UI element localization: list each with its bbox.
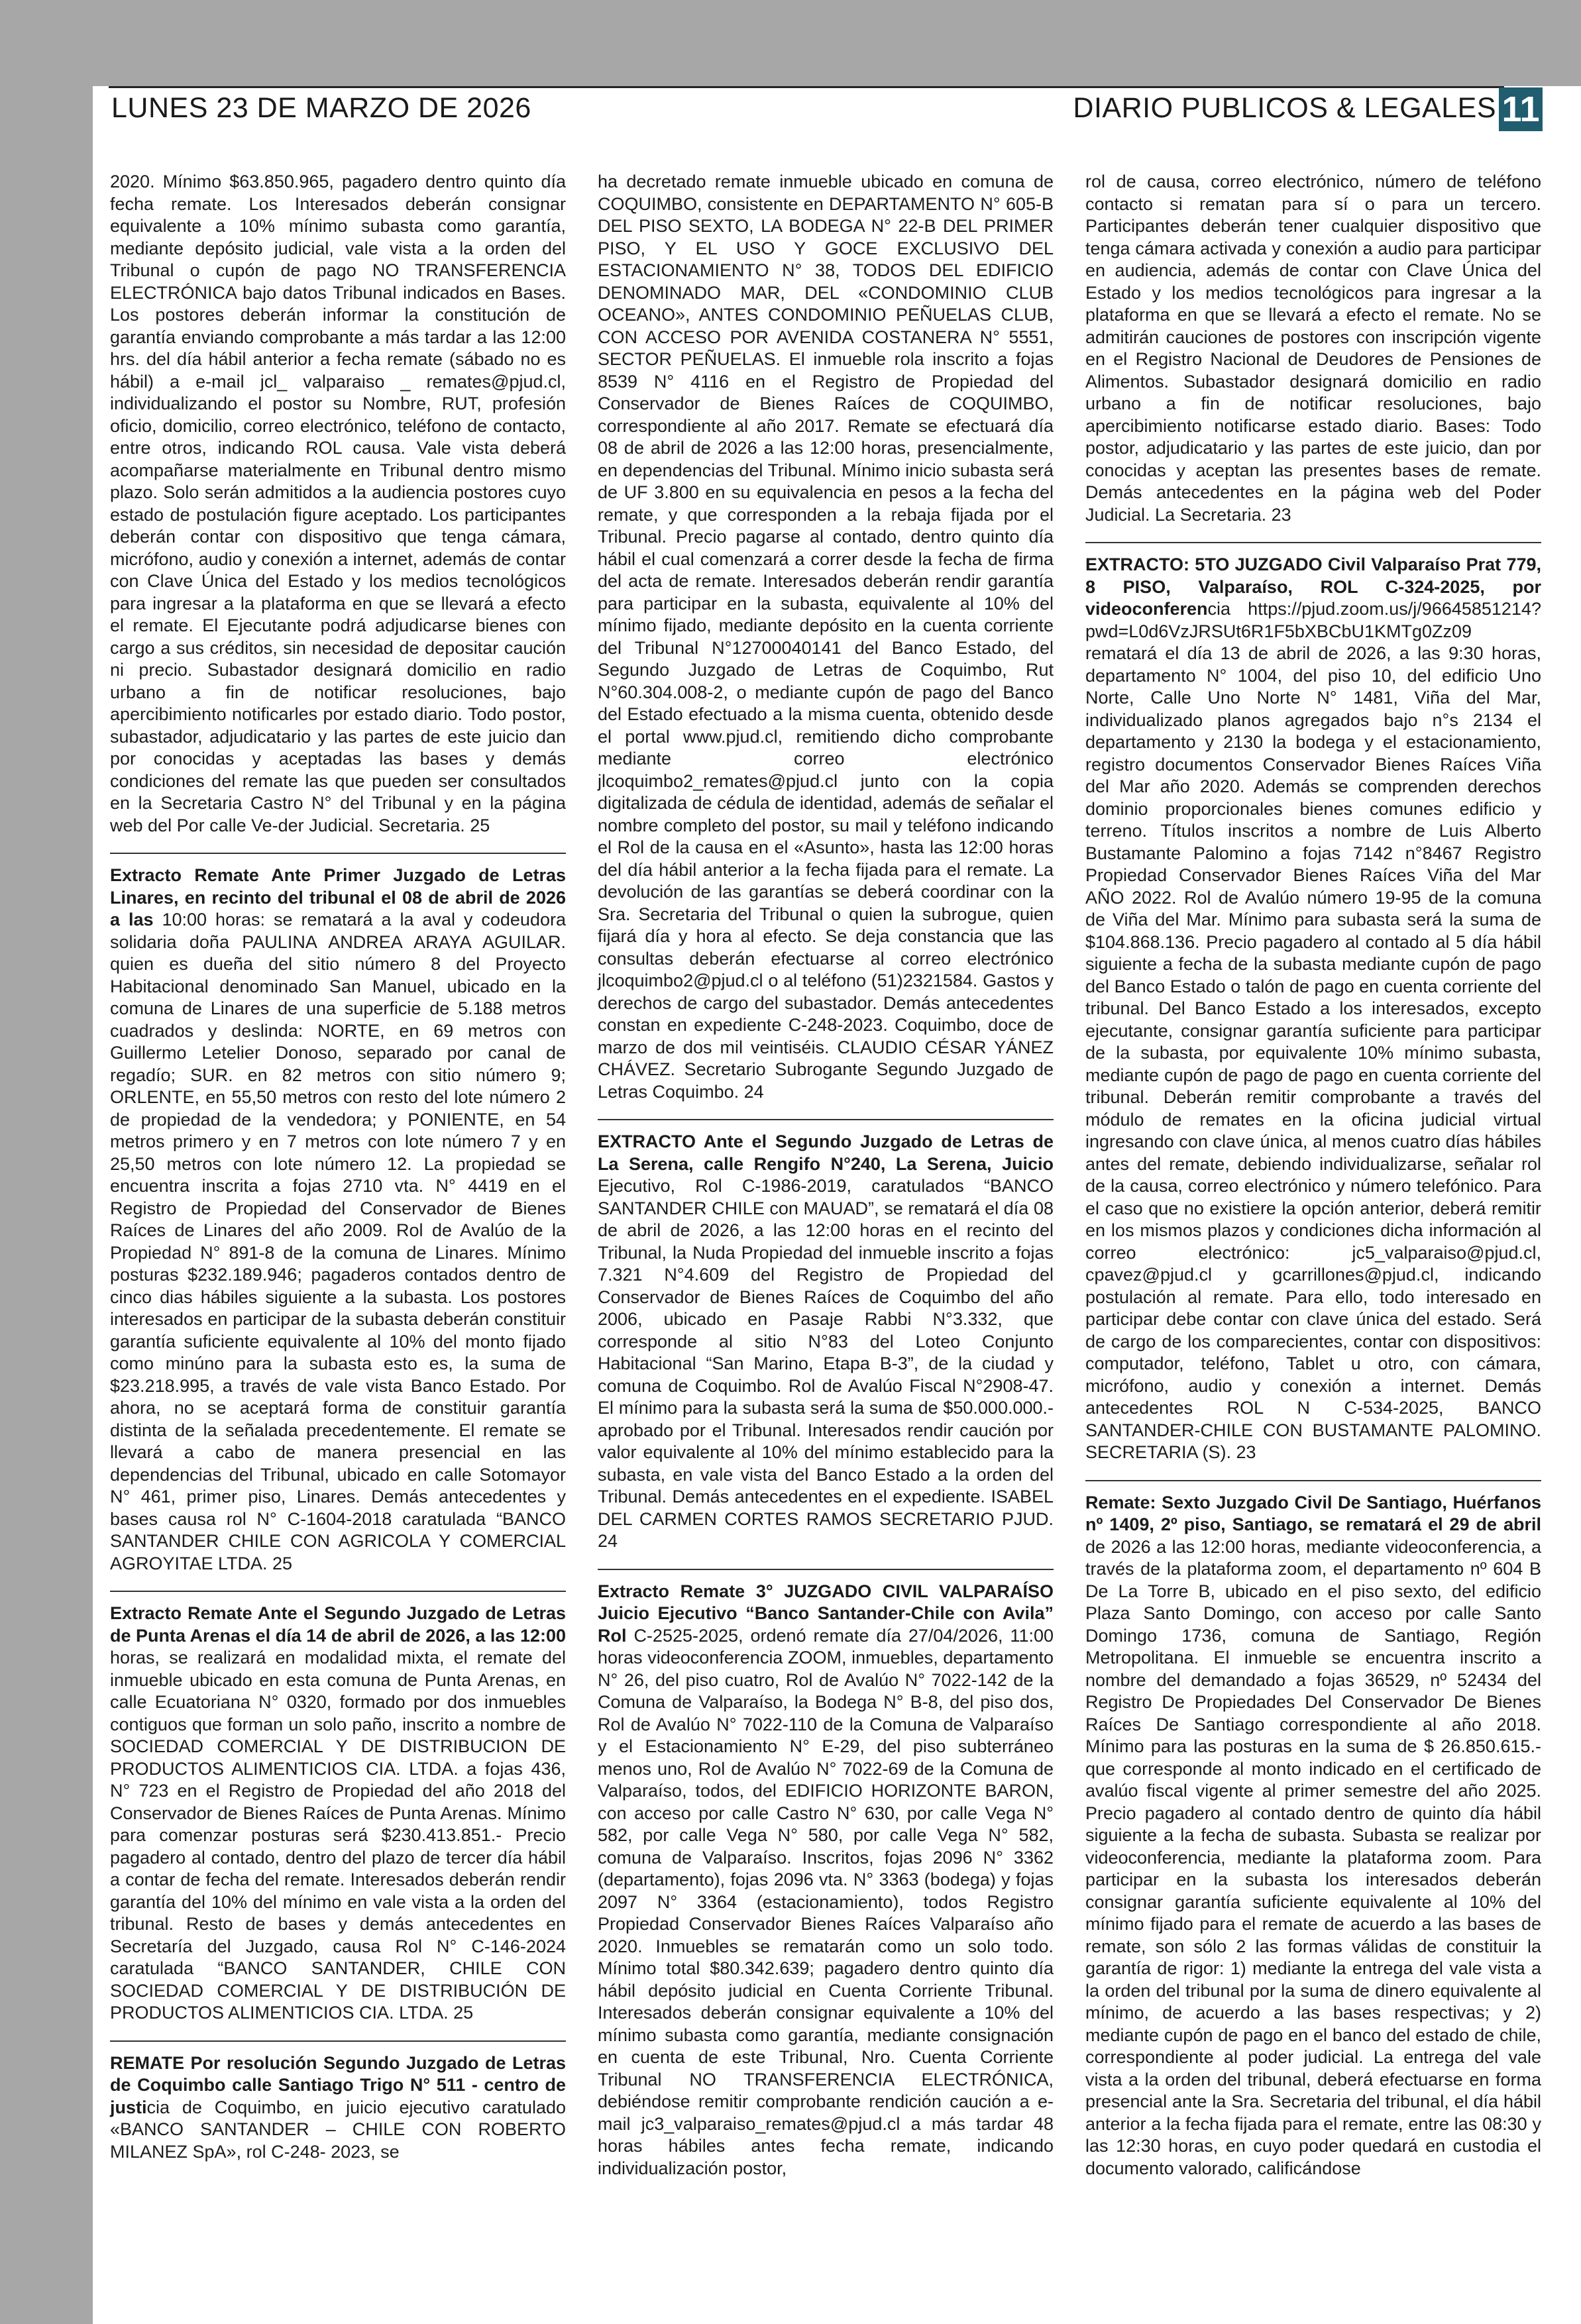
notice-2-2	[598, 1119, 1054, 1553]
page-number-badge: 11	[1499, 87, 1543, 131]
notice-body: de 2026 a las 12:00 horas, mediante videoconferencia, a través de la plataforma zoom, el departamento nº 604 B De La Torre B, ubicado en el piso sexto, del edificio Plaza Santo Domingo, con acceso por calle Santo Domingo 1736, comuna de Santiago, Región Metropolitana. El inmueble se encuentra inscrito a nombre del demandado a fojas 36529, nº 52434 del Registro De Propiedades Del Conservador De Bienes Raíces De Santiago correspondiente al año 2018. Mínimo para las posturas en la suma de $ 26.850.615.- que corresponde al monto indicado en el certificado de avalúo fiscal vigente al primer semestre del año 2025. Precio pagadero al contado dentro de quinto día hábil siguiente a la fecha de subasta. Subasta se realizar por videoconferencia, mediante la plataforma zoom. Para participar en la subasta los interesados deberán consignar garantía suficiente equivalente al 10% del mínimo fijado para el remate de acuerdo a las bases de remate, son sólo 2 las formas válidas de constituir la garantía de rigor: 1) mediante la entrega del vale vista a la orden del tribunal por la suma de dinero equivalente al mínimo, de acuerdo a las bases respectivas; y 2) mediante cupón de pago en el banco del estado de chile, correspondiente al poder judicial. La entrega del vale vista a la orden del tribunal, deberá efectuarse en forma presencial ante la Sra. Secretaria del tribunal, el día hábil anterior a la fecha fijada para el remate, entre las 08:30 y las 12:30 horas, en cuyo poder quedará en custodia el documento valorado, calificándose	[1085, 1536, 1541, 2178]
notice-2-3	[598, 1569, 1054, 2180]
notice-3-3	[1085, 1480, 1541, 2180]
notice-lead: Extracto Remate Ante el Segundo Juzgado de Letras de Punta Arenas el día 14 de abril de 2026, a las 12:00	[110, 1603, 566, 1646]
notice-body: rol de causa, correo electrónico, número de teléfono contacto si rematan para sí o para un tercero. Participantes deberán tener cualquier dispositivo que tenga cámara activada y conexión a audio para participar en audiencia, además de contar con Clave Única del Estado y los medios tecnológicos para ingresar a la plataforma en que se llevará a efecto el remate. No se admitirán cauciones de postores con inscripción vigente en el Registro Nacional de Deudores de Pensiones de Alimentos. Subastador designará domicilio en radio urbano a fin de notificar resoluciones, bajo apercibimiento notificarse estado diario. Bases: Todo postor, adjudicatario y las partes de este juicio, dan por conocidas y aceptan las presentes bases de remate. Demás antecedentes en la página web del Poder Judicial. La Secretaria. 23	[1085, 172, 1541, 525]
header-rule	[109, 86, 1504, 88]
notice-body: horas, se realizará en modalidad mixta, el remate del inmueble ubicado en esta comuna de Punta Arenas, en calle Ecuatoriana N° 0320, formado por dos inmuebles contiguos que forman un solo paño, inscrito a nombre de SOCIEDAD COMERCIAL Y DE DISTRIBUCION DE PRODUCTOS ALIMENTICIOS CIA. LTDA. a fojas 436, N° 723 en el Registro de Propiedad del año 2018 del Conservador de Bienes Raíces de Punta Arenas. Mínimo para comenzar posturas será $230.413.851.- Precio pagadero al contado, dentro del plazo de tercer día hábil a contar de fecha del remate. Interesados deberán rendir garantía del 10% del mínimo en vale vista a la orden del tribunal. Resto de bases y demás antecedentes en Secretaría del Juzgado, causa Rol N° C-146-2024 caratulada “BANCO SANTANDER, CHILE CON SOCIEDAD COMERCIAL Y DE DISTRIBUCIÓN DE PRODUCTOS ALIMENTICIOS CIA. LTDA. 25	[110, 1648, 566, 2023]
issue-date: LUNES 23 DE MARZO DE 2026	[111, 92, 531, 124]
publication-title: DIARIO PUBLICOS & LEGALES	[1073, 92, 1496, 124]
notice-body: 10:00 horas: se rematará a la aval y codeudora solidaria doña PAULINA ANDREA ARAYA AGUILAR. quien es dueña del sitio número 8 del Proyecto Habitacional denominado San Manuel, ubicado en la comuna de Linares de una superficie de 5.188 metros cuadrados y deslinda: NORTE, en 69 metros con Guillermo Letelier Donoso, separado por canal de regadío; SUR. en 82 metros con sitio número 9; ORLENTE, en 55,50 metros con resto del lote número 2 de propiedad de la vendedora; y PONIENTE, en 54 metros primero y en 7 metros con lote número 7 y en 25,50 metros con lote número 12. La propiedad se encuentra inscrita a fojas 2710 vta. N° 4419 en el Registro de Propiedad del Conservador de Bienes Raíces de Linares del año 2009. Rol de Avalúo de la Propiedad N° 891-8 de la comuna de Linares. Mínimo posturas $232.189.946; pagaderos contados dentro de cinco dias hábiles siguiente a la subasta. Los postores interesados en participar de la subasta deberán constituir garantía suficiente equivalente al 10% del monto fijado como minúno para la subasta esto es, la suma de $23.218.995, a través de vale vista Banco Estado. Por ahora, no se aceptará forma de constituir garantía distinta de la señalada precedentemente. El remate se llevará a cabo de manera presencial en las dependencias del Tribunal, ubicado en calle Sotomayor N° 461, primer piso, Linares. Demás antecedentes y bases causa rol N° C-1604-2018 caratulada “BANCO SANTANDER CHILE CON AGRICOLA Y COMERCIAL AGROYITAE LTDA. 25	[110, 910, 566, 1573]
column-3	[1085, 171, 1541, 2180]
notice-3-1	[1085, 171, 1541, 526]
notice-body: cia de Coquimbo, en juicio ejecutivo caratulado «BANCO SANTANDER – CHILE CON ROBERTO MILANEZ SpA», rol C-248- 2023, se	[110, 2097, 566, 2162]
notice-body: C-2525-2025, ordenó remate día 27/04/2026, 11:00 horas videoconferencia ZOOM, inmuebles, departamento N° 26, del piso cuatro, Rol de Avalúo N° 7022-142 de la Comuna de Valparaíso, la Bodega N° B-8, del piso dos, Rol de Avalúo N° 7022-110 de la Comuna de Valparaíso y el Estacionamiento N° E-29, del piso subterráneo menos uno, Rol de Avalúo N° 7022-69 de la Comuna de Valparaíso, todos, del EDIFICIO HORIZONTE BARON, con acceso por calle Castro N° 630, por calle Vega N° 582, por calle Vega N° 580, por calle Vega N° 582, comuna de Valparaíso. Inscritos, fojas 2096 N° 3362 (departamento), fojas 2096 vta. N° 3363 (bodega) y fojas 2097 N° 3364 (estacionamiento), todos Registro Propiedad Conservador Bienes Raíces Valparaíso año 2020. Inmuebles se rematarán como un solo todo. Mínimo total $80.342.639; pagadero dentro quinto día hábil depósito judicial en Cuenta Corriente Tribunal. Interesados deberán consignar equivalente a 10% del mínimo subasta como garantía, mediante consignación en cuenta de este Tribunal, Nro. Cuenta Corriente Tribunal NO TRANSFERENCIA ELECTRÓNICA, debiéndose remitir comprobante rendición caución a e-mail jc3_valparaiso_remates@pjud.cl a más tardar 48 horas hábiles antes fecha remate, indicando individualización postor,	[598, 1625, 1054, 2178]
notice-3-2	[1085, 542, 1541, 1464]
column-1	[110, 171, 566, 2163]
notice-lead: EXTRACTO: 5TO JUZGADO Civil Valparaíso Prat 779, 8 PISO, Valparaíso, ROL C-324-2025, por videoconferen	[1085, 555, 1541, 619]
notice-body: Ejecutivo, Rol C-1986-2019, caratulados “BANCO SANTANDER CHILE con MAUAD”, se rematará el día 08 de abril de 2026, a las 12:00 horas en el recinto del Tribunal, la Nuda Propiedad del inmueble inscrito a fojas 7.321 N°4.609 del Registro de Propiedad del Conservador de Bienes Raíces de Coquimbo del año 2006, ubicado en Pasaje Rabbi N°3.332, que corresponde al sitio N°83 del Loteo Conjunto Habitacional “San Marino, Etapa B-3”, de la ciudad y comuna de Coquimbo. Rol de Avalúo Fiscal N°2908-47. El mínimo para la subasta será la suma de $50.000.000.- aprobado por el Tribunal. Interesados rendir caución por valor equivalente al 10% del mínimo establecido para la subasta, en vale vista del Banco Estado a la orden del Tribunal. Demás antecedentes en el expediente. ISABEL DEL CARMEN CORTES RAMOS SECRETARIO PJUD. 24	[598, 1176, 1054, 1551]
column-2	[598, 171, 1054, 2180]
notice-lead: Extracto Remate 3° JUZGADO CIVIL VALPARAÍSO Juicio Ejecutivo “Banco Santander-Chile con Avila” Rol	[598, 1581, 1054, 1646]
notice-lead: Remate: Sexto Juzgado Civil De Santiago, Huérfanos nº 1409, 2º piso, Santiago, se rematará el 29 de abril	[1085, 1492, 1541, 1534]
notice-lead: Extracto Remate Ante Primer Juzgado de Letras Linares, en recinto del tribunal el 08 de abril de 2026 a las	[110, 865, 566, 929]
notice-body: ha decretado remate inmueble ubicado en comuna de COQUIMBO, consistente en DEPARTAMENTO N° 605-B DEL PISO SEXTO, LA BODEGA N° 22-B DEL PRIMER PISO, Y EL USO Y GOCE EXCLUSIVO DEL ESTACIONAMIENTO N° 38, TODOS DEL EDIFICIO DENOMINADO MAR, DEL «CONDOMINIO CLUB OCEANO», ANTES CONDOMINIO PEÑUELAS CLUB, CON ACCESO POR AVENIDA COSTANERA N° 5551, SECTOR PEÑUELAS. El inmueble rola inscrito a fojas 8539 N° 4116 en el Registro de Propiedad del Conservador de Bienes Raíces de COQUIMBO, correspondiente al año 2017. Remate se efectuará día 08 de abril de 2026 a las 12:00 horas, presencialmente, en dependencias del Tribunal. Mínimo inicio subasta será de UF 3.800 en su equivalencia en pesos a la fecha del remate, y que corresponden a la rebaja fijada por el Tribunal. Precio pagarse al contado, dentro quinto día hábil el cual comenzará a correr desde la fecha de firma del acta de remate. Interesados deberán rendir garantía para participar en la subasta, equivalente al 10% del mínimo fijado, mediante depósito en la cuenta corriente del Tribunal N°12700040141 del Banco Estado, del Segundo Juzgado de Letras de Coquimbo, Rut N°60.304.008-2, o mediante cupón de pago del Banco del Estado efectuado a la misma cuenta, obtenido desde el portal www.pjud.cl, remitiendo dicho comprobante mediante correo electrónico jlcoquimbo2_remates@pjud.cl junto con la copia digitalizada de cédula de identidad, además de señalar el nombre completo del postor, su mail y teléfono indicando el Rol de la causa en el «Asunto», hasta las 12:00 horas del día hábil anterior a la fecha fijada para el remate. La devolución de las garantías se deberá coordinar con la Sra. Secretaria del Tribunal o quien la subrogue, quien fijará día y hora al efecto. Se deja constancia que las consultas deberán efectuarse al correo electrónico jlcoquimbo2@pjud.cl o al teléfono (51)2321584. Gastos y derechos de cargo del subastador. Demás antecedentes constan en expediente C-248-2023. Coquimbo, doce de marzo de dos mil veintiséis. CLAUDIO CÉSAR YÁNEZ CHÁVEZ. Secretario Subrogante Segundo Juzgado de Letras Coquimbo. 24	[598, 172, 1054, 1102]
notice-1-1	[110, 171, 566, 837]
notice-1-4	[110, 2040, 566, 2164]
notice-1-2	[110, 853, 566, 1575]
notice-body: cia https://pjud.zoom.us/j/96645851214?pwd=L0d6VzJRSUt6R1F5bXBCbU1KMTg0Zz09 rematará el día 13 de abril de 2026, a las 9:30 horas, departamento N° 1004, del piso 10, del edificio Uno Norte, Calle Uno Norte N° 1481, Viña del Mar, individualizado planos agregados bajo n°s 2134 el departamento y 2130 la bodega y el estacionamiento, registro documentos Conservador Bienes Raíces Viña del Mar año 2020. Además se comprenden derechos dominio proporcionales bienes comunes edificio y terreno. Títulos inscritos a nombre de Luis Alberto Bustamante Palomino a fojas 7142 n°8467 Registro Propiedad Conservador Bienes Raíces Viña del Mar AÑO 2022. Rol de Avalúo número 19-95 de la comuna de Viña del Mar. Mínimo para subasta será la suma de $104.868.136. Precio pagadero al contado al 5 día hábil siguiente a fecha de la subasta mediante cupón de pago del Banco Estado o talón de pago en cuenta corriente del tribunal. Del Banco Estado a los interesados, excepto ejecutante, consignar garantía suficiente para participar de la subasta, por equivalente 10% mínimo subasta, mediante cupón de pago de pago en cuenta corriente del tribunal. Deberán remitir comprobante a través del módulo de remates en la oficina judicial virtual ingresando con clave única, al menos cuatro días hábiles antes del remate, debiendo individualizarse, señalar rol de la causa, correo electrónico y número telefónico. Para el caso que no existiere la opción anterior, deberá remitir en los mismos plazos y condiciones dicha información al correo electrónico: jc5_valparaiso@pjud.cl, cpavez@pjud.cl y gcarrillones@pjud.cl, indicando postulación al remate. Para ello, todo interesado en participar debe contar con clave única del estado. Será de cargo de los comparecientes, contar con dispositivos: computador, teléfono, Tablet u otro, con cámara, micrófono, audio y conexión a internet. Demás antecedentes ROL N C-534-2025, BANCO SANTANDER-CHILE CON BUSTAMANTE PALOMINO. SECRETARIA (S). 23	[1085, 599, 1541, 1462]
notice-2-1	[598, 171, 1054, 1103]
notice-body: 2020. Mínimo $63.850.965, pagadero dentro quinto día fecha remate. Los Interesados deberán consignar equivalente a 10% mínimo subasta como garantía, mediante depósito judicial, vale vista a la orden del Tribunal o cupón de pago NO TRANSFERENCIA ELECTRÓNICA bajo datos Tribunal indicados en Bases. Los postores deberán informar la constitución de garantía enviando comprobante a más tardar a las 12:00 hrs. del día hábil anterior a fecha remate (sábado no es hábil) a e-mail jcl_ valparaiso _ remates@pjud.cl, individualizando el postor su Nombre, RUT, profesión oficio, domicilio, correo electrónico, teléfono de contacto, entre otros, indicando ROL causa. Vale vista deberá acompañarse materialmente en Tribunal dentro mismo plazo. Solo serán admitidos a la audiencia postores cuyo estado de postulación figure aceptado. Los participantes deberán contar con dispositivo que tenga cámara, micrófono, audio y conexión a internet, además de contar con Clave Única del Estado y los medios tecnológicos para ingresar a la plataforma en que se llevará a efecto el remate. El Ejecutante podrá adjudicarse bienes con cargo a sus créditos, sin necesidad de depositar caución ni precio. Subastador designará domicilio en radio urbano a fin de notificar resoluciones, bajo apercibimiento notificarles por estado diario. Todo postor, subastador, adjudicatario y las partes de este juicio dan por conocidas y aceptadas las bases y demás condiciones del remate las que pueden ser consultados en la Secretaria Castro N° del Tribunal y en la página web del Por calle Ve-der Judicial. Secretaria. 25	[110, 172, 566, 835]
notice-lead: EXTRACTO Ante el Segundo Juzgado de Letras de La Serena, calle Rengifo N°240, La Serena, Juicio	[598, 1132, 1054, 1174]
notice-lead: REMATE Por resolución Segundo Juzgado de Letras de Coquimbo calle Santiago Trigo N° 511 - centro de justi	[110, 2052, 566, 2117]
notice-1-3	[110, 1591, 566, 2025]
